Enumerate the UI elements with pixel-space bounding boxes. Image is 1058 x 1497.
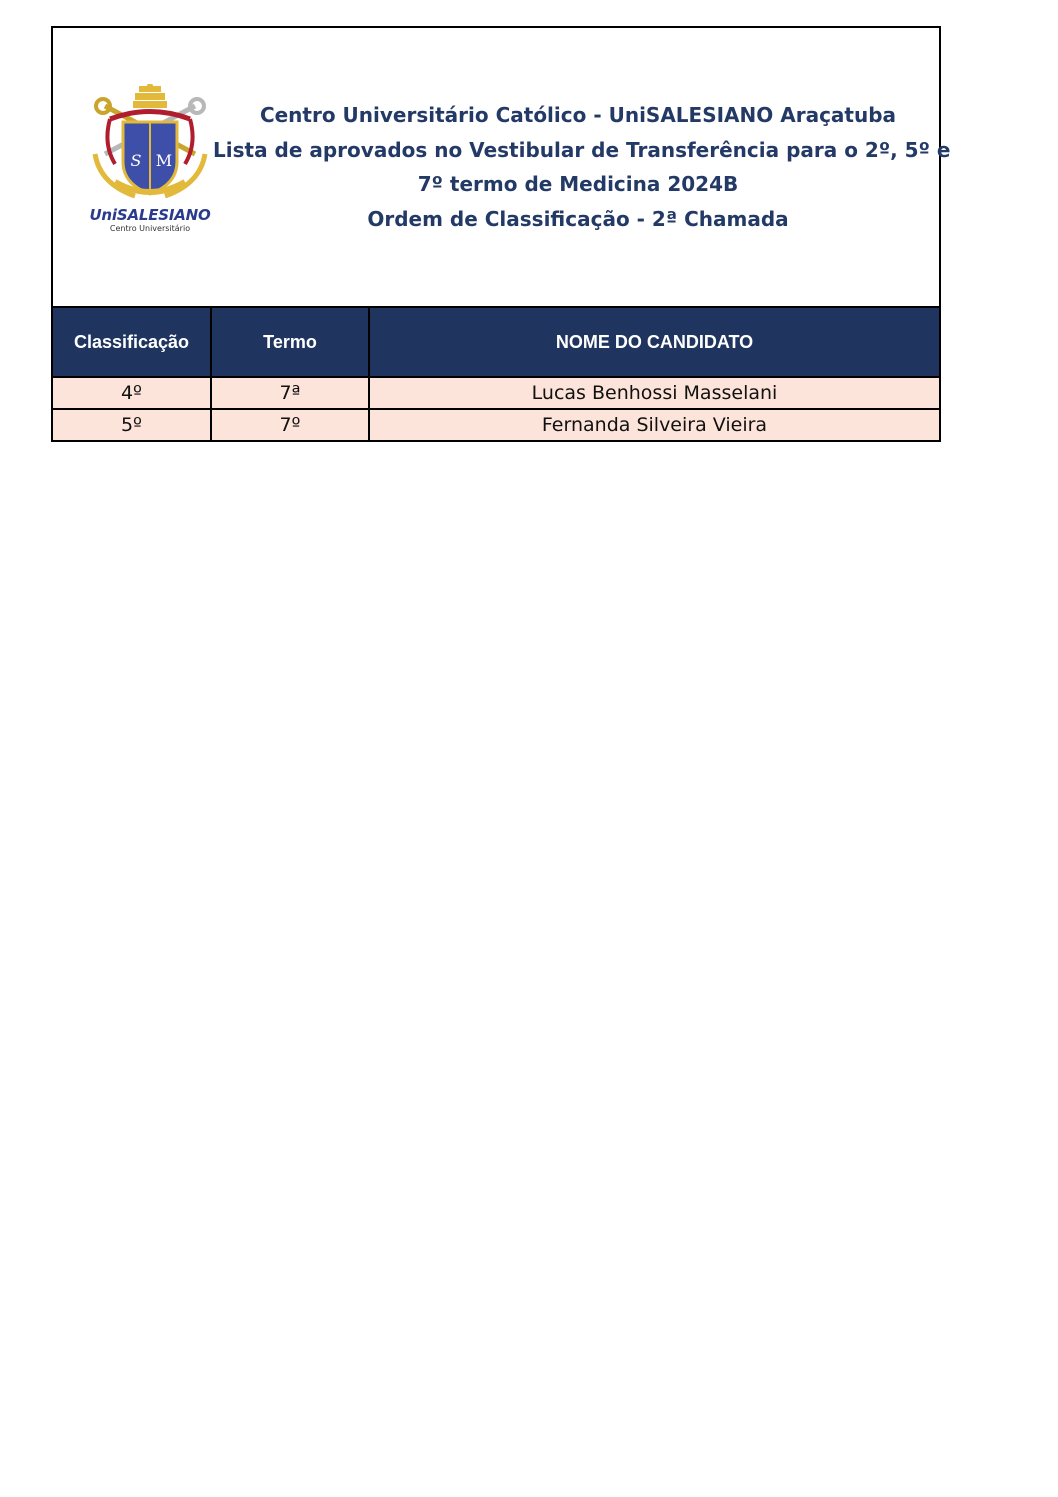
title-line-list: Lista de aprovados no Vestibular de Transferência para o 2º, 5º e: [213, 137, 951, 162]
column-header-nome: NOME DO CANDIDATO: [369, 308, 939, 377]
cell-termo: 7ª: [211, 377, 369, 409]
document-header: [53, 28, 951, 308]
cell-termo: 7º: [211, 409, 369, 440]
logo-subtitle: Centro Universitário: [109, 224, 191, 233]
unisalesiano-logo: [75, 84, 225, 244]
title-line-order: Ordem de Classificação - 2ª Chamada: [367, 206, 789, 231]
approved-candidates-table: [53, 308, 939, 440]
title-line-institution: Centro Universitário Católico - UniSALESIANO Araçatuba: [259, 103, 897, 127]
document-sheet: [51, 26, 951, 442]
logo-wordmark: UniSALESIANO: [89, 206, 211, 224]
column-header-classificacao: Classificação: [53, 308, 211, 377]
unisalesiano-crest-icon: [75, 84, 225, 204]
title-line-course: 7º termo de Medicina 2024B: [417, 172, 739, 196]
cell-classificacao: 5º: [53, 409, 211, 440]
cell-classificacao: 4º: [53, 377, 211, 409]
svg-text:S: S: [130, 151, 142, 170]
svg-text:M: M: [155, 151, 173, 170]
document-title: [213, 98, 951, 236]
cell-nome: Lucas Benhossi Masselani: [369, 377, 939, 409]
table-row: [53, 377, 939, 409]
table-row: [53, 409, 939, 440]
table-header-row: [53, 308, 939, 377]
cell-nome: Fernanda Silveira Vieira: [369, 409, 939, 440]
column-header-termo: Termo: [211, 308, 369, 377]
